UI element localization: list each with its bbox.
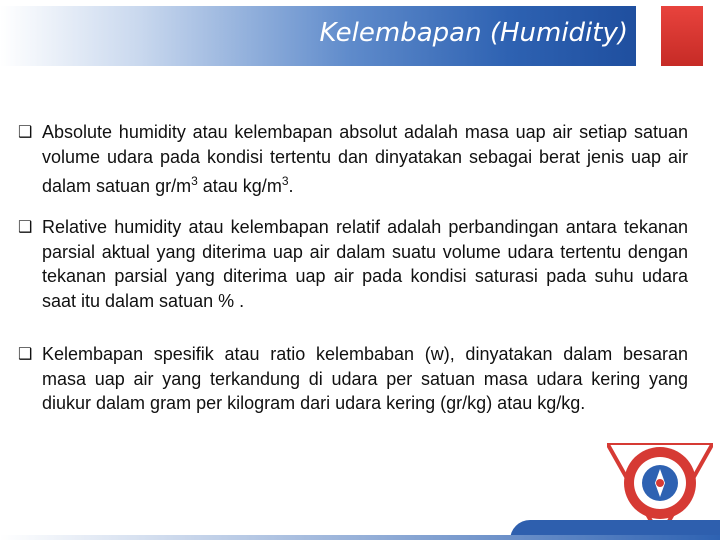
item-text-part: .	[288, 176, 294, 196]
bullet-item-specific-humidity	[18, 342, 688, 416]
checkbox-square-bullet-icon: ❑	[18, 122, 33, 141]
checkbox-square-bullet-icon: ❑	[18, 217, 33, 236]
item-text: Relative humidity atau kelembapan relatif adalah perbandingan antara tekanan parsial aktual yang diterima uap air dalam suatu volume udara tertentu dengan tekanan parsial yang diterima uap air pada kondisi saturasi pada suhu udara saat itu dalam satuan % .	[42, 217, 688, 311]
checkbox-square-bullet-icon: ❑	[18, 344, 33, 363]
superscript: 3	[281, 174, 289, 188]
item-text: Kelembapan spesifik atau ratio kelembaban (w), dinyatakan dalam besaran masa uap air yang terkandung di udara per satuan masa udara kering yang diukur dalam gram per kilogram dari udara kering (gr/kg) atau kg/kg.	[42, 344, 688, 413]
superscript: 3	[191, 174, 198, 188]
slide-title: Kelembapan (Humidity)	[319, 18, 628, 48]
item-text-part: Absolute humidity atau kelembapan absolut adalah masa uap air setiap satuan volume udara pada kondisi tertentu dan dinyatakan sebagai berat jenis uap air dalam satuan gr/m	[42, 122, 688, 196]
footer-bar	[0, 535, 720, 540]
bullet-item-absolute-humidity	[18, 120, 688, 199]
bullet-item-relative-humidity	[18, 215, 688, 313]
item-text-part: atau kg/m	[197, 176, 282, 196]
